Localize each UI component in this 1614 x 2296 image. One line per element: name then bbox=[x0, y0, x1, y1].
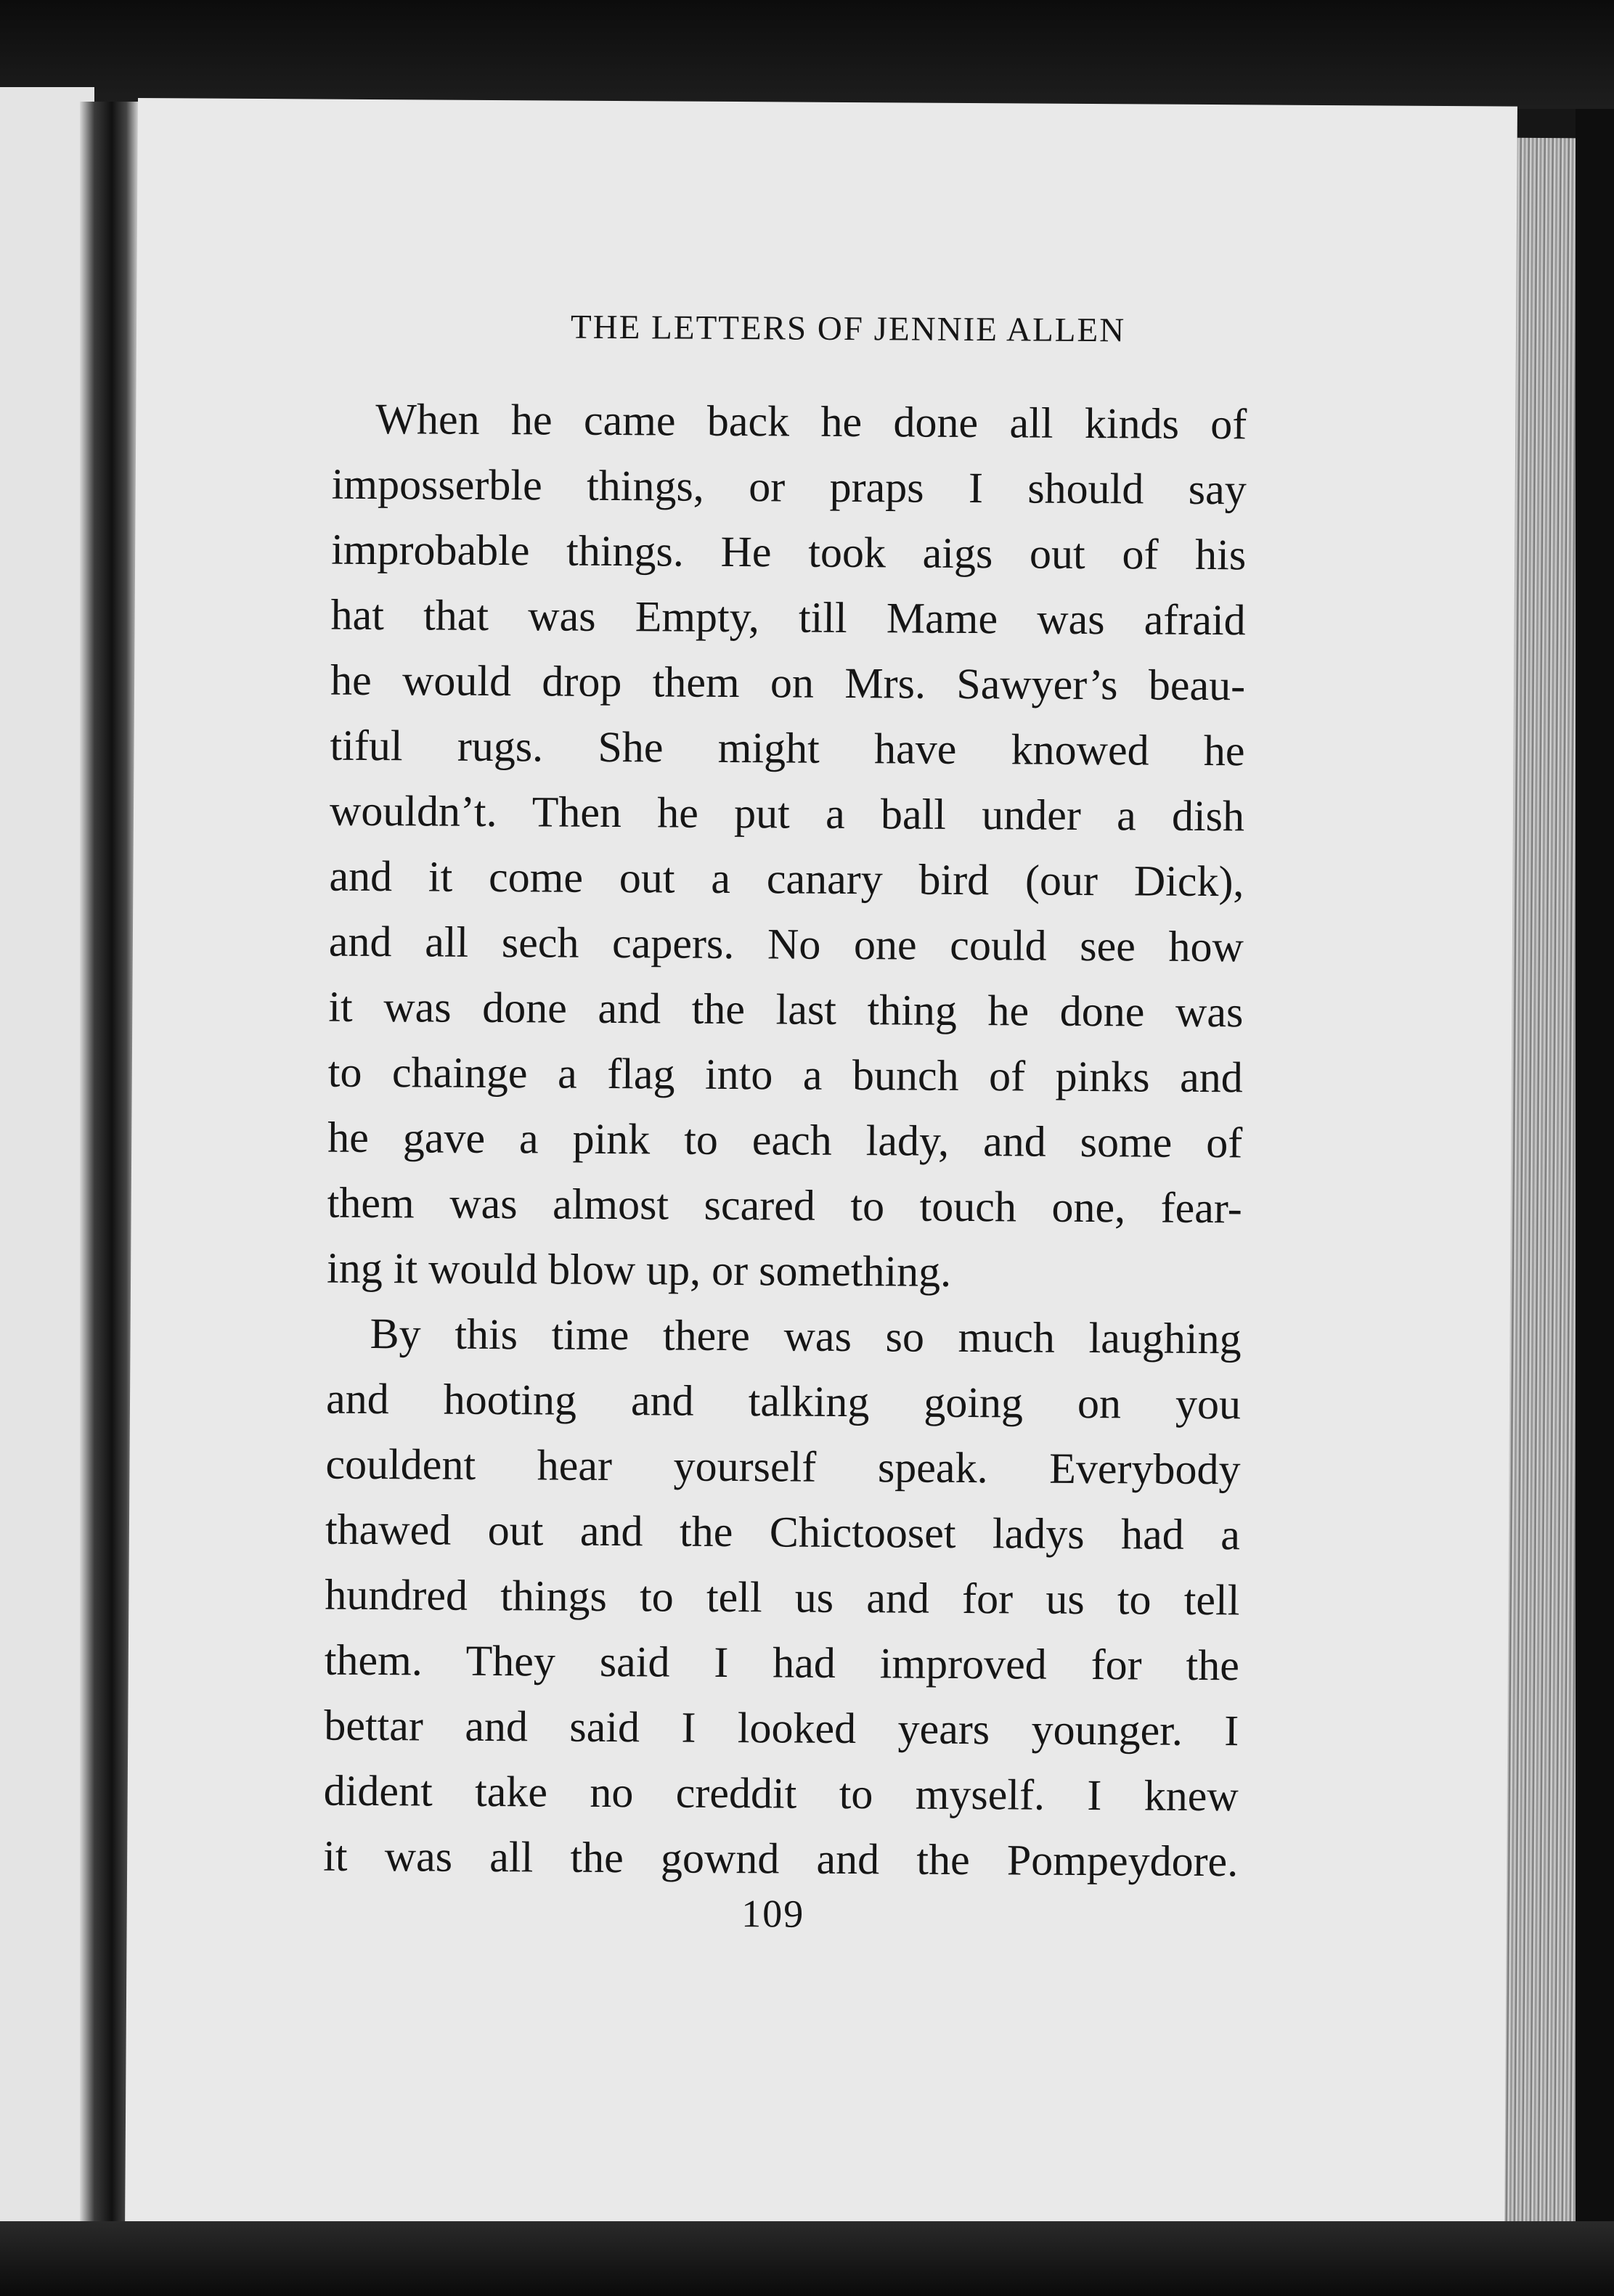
text-line: wouldn’t. Then he put a ball under a dish bbox=[329, 786, 1245, 841]
text-line: he would drop them on Mrs. Sawyer’s beau- bbox=[330, 655, 1246, 710]
text-line: them. They said I had improved for the bbox=[324, 1635, 1240, 1690]
text-line: ing it would blow up, or something. bbox=[326, 1243, 952, 1296]
text-line: thawed out and the Chictooset ladys had a bbox=[325, 1505, 1241, 1559]
text-line: hundred things to tell us and for us to tell bbox=[325, 1570, 1240, 1625]
text-line: to chainge a flag into a bunch of pinks and bbox=[327, 1047, 1243, 1102]
text-line: bettar and said I looked years younger. I bbox=[324, 1701, 1239, 1755]
text-line: improbable things. He took aigs out of his bbox=[331, 525, 1247, 579]
text-line: it was all the gownd and the Pompeydore. bbox=[323, 1831, 1239, 1886]
text-line: hat that was Empty, till Mame was afraid bbox=[330, 590, 1246, 645]
text-line: he gave a pink to each lady, and some of bbox=[327, 1113, 1243, 1167]
page-text bbox=[125, 98, 1517, 2234]
text-line: tiful rugs. She might have knowed he bbox=[330, 721, 1245, 775]
text-line: imposserble things, or praps I should say bbox=[331, 459, 1247, 514]
text-line: By this time there was so much laughing bbox=[370, 1309, 1242, 1363]
running-head: THE LETTERS OF JENNIE ALLEN bbox=[570, 308, 1126, 350]
text-line: and it come out a canary bird (our Dick), bbox=[329, 851, 1244, 906]
binding-shadow bbox=[1576, 109, 1614, 2296]
text-line: them was almost scared to touch one, fear- bbox=[327, 1178, 1242, 1233]
book-page bbox=[125, 98, 1517, 2234]
top-shadow bbox=[0, 0, 1614, 109]
text-line: When he came back he done all kinds of bbox=[375, 395, 1247, 449]
page-number: 109 bbox=[741, 1892, 805, 1936]
text-line: it was done and the last thing he done was bbox=[328, 982, 1244, 1037]
text-line: and all sech capers. No one could see how bbox=[328, 917, 1244, 971]
text-line: and hooting and talking going on you bbox=[325, 1374, 1242, 1429]
text-line: couldent hear yourself speak. Everybody bbox=[325, 1439, 1241, 1494]
bottom-shadow bbox=[0, 2221, 1614, 2296]
text-line: dident take no creddit to myself. I knew bbox=[323, 1766, 1239, 1821]
